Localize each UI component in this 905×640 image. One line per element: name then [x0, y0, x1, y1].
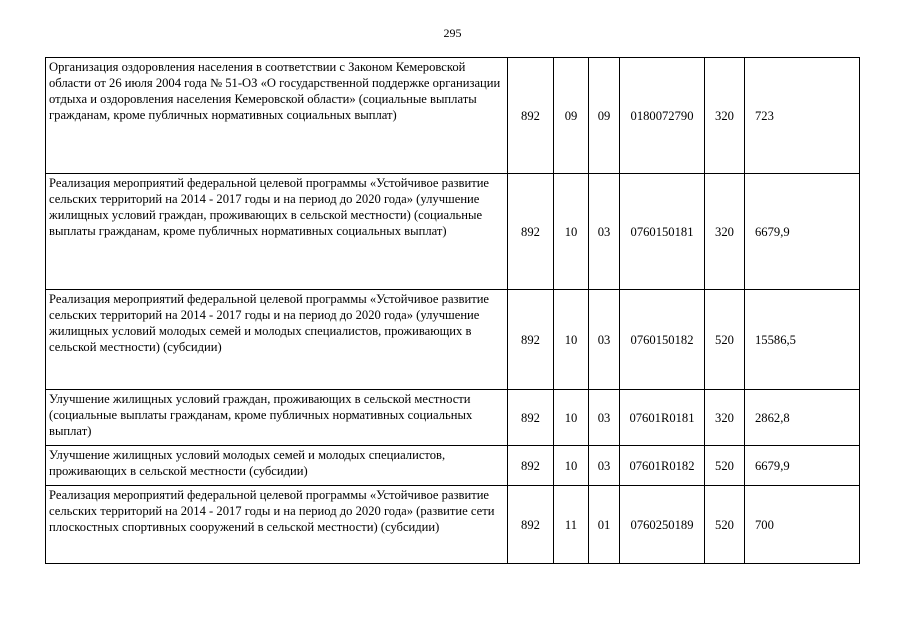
- table-row: [46, 290, 860, 390]
- row-amount: 15586,5: [745, 290, 860, 390]
- row-csr: 0760150181: [620, 174, 705, 290]
- row-csr: 07601R0182: [620, 446, 705, 486]
- row-pr: 03: [589, 174, 620, 290]
- table-row: [46, 446, 860, 486]
- row-csr: 0180072790: [620, 58, 705, 174]
- budget-table: [45, 57, 860, 564]
- row-pr: 03: [589, 446, 620, 486]
- row-rz: 10: [554, 446, 589, 486]
- row-csr: 07601R0181: [620, 390, 705, 446]
- row-rz: 10: [554, 174, 589, 290]
- row-vr: 520: [705, 290, 745, 390]
- row-description: Реализация мероприятий федеральной целевой программы «Устойчивое развитие сельских территорий на 2014 - 2017 годы и на период до 2020 года» (улучшение жилищных условий граждан, проживающих в сельской местности) (социальные выплаты гражданам, кроме публичных нормативных социальных выплат): [46, 174, 508, 290]
- row-amount: 6679,9: [745, 446, 860, 486]
- row-pr: 03: [589, 290, 620, 390]
- row-pr: 03: [589, 390, 620, 446]
- row-rz: 10: [554, 290, 589, 390]
- row-vr: 320: [705, 390, 745, 446]
- row-amount: 700: [745, 486, 860, 564]
- table-row: [46, 174, 860, 290]
- row-ved: 892: [508, 58, 554, 174]
- row-rz: 09: [554, 58, 589, 174]
- row-vr: 520: [705, 446, 745, 486]
- row-amount: 2862,8: [745, 390, 860, 446]
- row-amount: 723: [745, 58, 860, 174]
- row-description: Организация оздоровления населения в соответствии с Законом Кемеровской области от 26 июля 2004 года № 51-ОЗ «О государственной поддержке организации отдыха и оздоровления населения Кемеровской области» (социальные выплаты гражданам, кроме публичных нормативных социальных выплат): [46, 58, 508, 174]
- row-rz: 10: [554, 390, 589, 446]
- table-row: [46, 390, 860, 446]
- row-vr: 320: [705, 58, 745, 174]
- row-description: Улучшение жилищных условий молодых семей и молодых специалистов, проживающих в сельской местности (субсидии): [46, 446, 508, 486]
- row-ved: 892: [508, 486, 554, 564]
- row-csr: 0760250189: [620, 486, 705, 564]
- row-description: Улучшение жилищных условий граждан, проживающих в сельской местности (социальные выплаты гражданам, кроме публичных нормативных социальных выплат): [46, 390, 508, 446]
- row-ved: 892: [508, 446, 554, 486]
- row-ved: 892: [508, 174, 554, 290]
- row-description: Реализация мероприятий федеральной целевой программы «Устойчивое развитие сельских территорий на 2014 - 2017 годы и на период до 2020 года» (развитие сети плоскостных спортивных сооружений в сельской местности) (субсидии): [46, 486, 508, 564]
- row-ved: 892: [508, 390, 554, 446]
- page-number: 295: [443, 26, 462, 40]
- row-amount: 6679,9: [745, 174, 860, 290]
- row-ved: 892: [508, 290, 554, 390]
- row-description: Реализация мероприятий федеральной целевой программы «Устойчивое развитие сельских территорий на 2014 - 2017 годы и на период до 2020 года» (улучшение жилищных условий молодых семей и молодых специалистов, проживающих в сельской местности) (субсидии): [46, 290, 508, 390]
- table-row: [46, 58, 860, 174]
- row-vr: 520: [705, 486, 745, 564]
- row-pr: 01: [589, 486, 620, 564]
- row-pr: 09: [589, 58, 620, 174]
- table-row: [46, 486, 860, 564]
- row-vr: 320: [705, 174, 745, 290]
- row-rz: 11: [554, 486, 589, 564]
- row-csr: 0760150182: [620, 290, 705, 390]
